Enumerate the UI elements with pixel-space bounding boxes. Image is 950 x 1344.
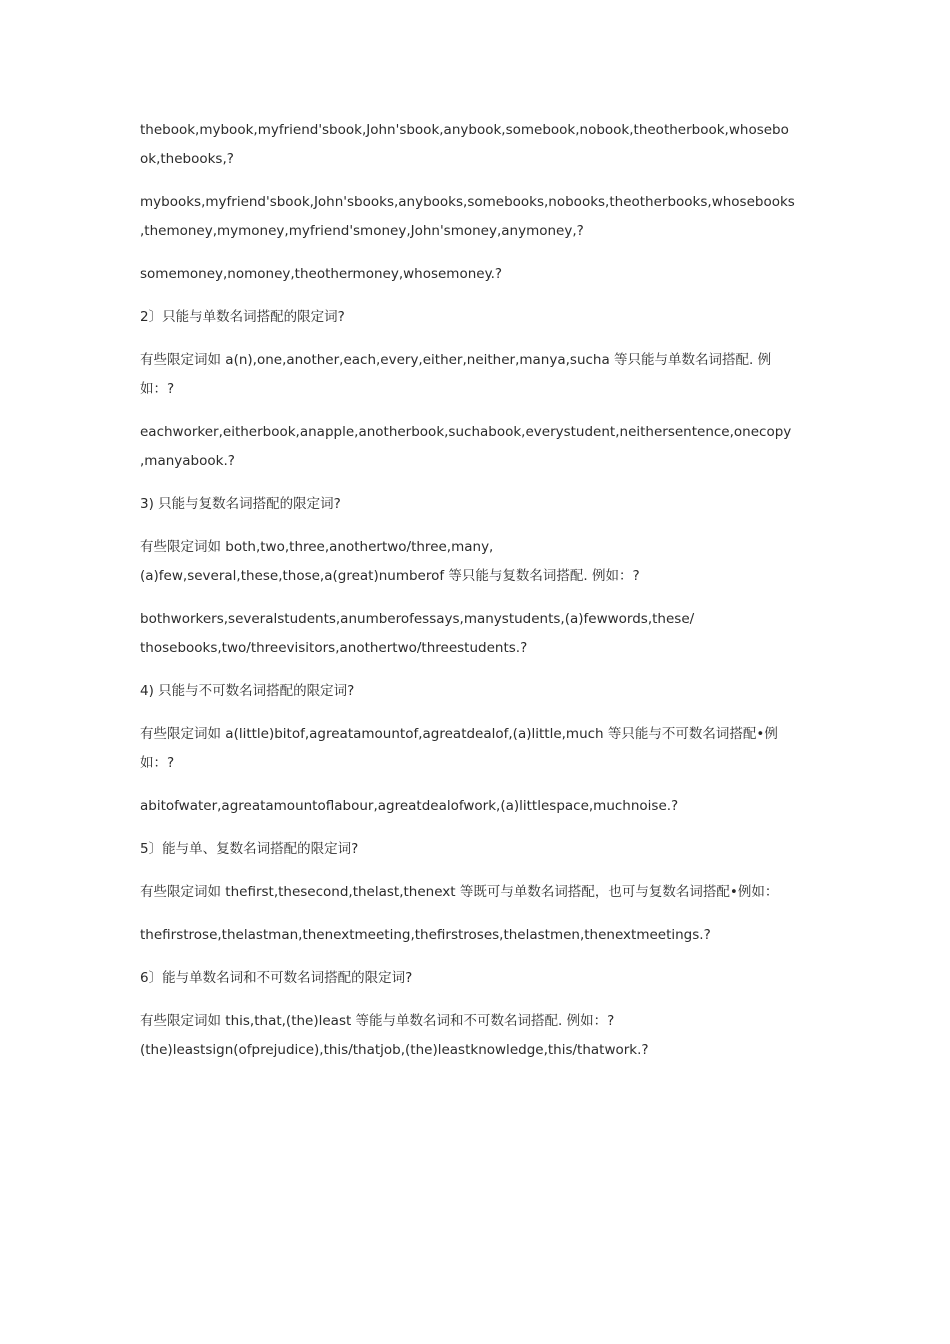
section-heading-2	[140, 303, 820, 332]
text-line: thebook,mybook,myfriend'sbook,John'sbook,anybook,somebook,nobook,theotherbook,whosebo	[140, 122, 789, 138]
paragraph-singular-determiners	[140, 346, 820, 404]
text-line: 6〕能与单数名词和不可数名词搭配的限定词?	[140, 970, 413, 986]
section-heading-4	[140, 677, 820, 706]
document-page	[140, 116, 820, 1079]
text-line: somemoney,nomoney,theothermoney,whosemoney.?	[140, 266, 503, 282]
text-line: 有些限定词如 thefirst,thesecond,thelast,thenext 等既可与单数名词搭配，也可与复数名词搭配•例如：	[140, 884, 779, 900]
text-line: 2〕只能与单数名词搭配的限定词?	[140, 309, 345, 325]
text-line: 有些限定词如 this,that,(the)least 等能与单数名词和不可数名词搭配. 例如：?	[140, 1013, 615, 1029]
text-line: 4) 只能与不可数名词搭配的限定词?	[140, 683, 355, 699]
text-line: (a)few,several,these,those,a(great)numberof 等只能与复数名词搭配. 例如：?	[140, 568, 640, 584]
text-line: ,themoney,mymoney,myfriend'smoney,John'smoney,anymoney,?	[140, 223, 584, 239]
paragraph-examples-singular-books	[140, 116, 820, 174]
section-heading-5	[140, 835, 820, 864]
text-line: eachworker,eitherbook,anapple,anotherbook,suchabook,everystudent,neithersentence,onecopy	[140, 424, 792, 440]
paragraph-singular-examples	[140, 418, 820, 476]
text-line: 3) 只能与复数名词搭配的限定词?	[140, 496, 341, 512]
text-line: ,manyabook.?	[140, 453, 235, 469]
section-heading-6	[140, 964, 820, 993]
text-line: 有些限定词如 a(n),one,another,each,every,either,neither,manya,sucha 等只能与单数名词搭配. 例	[140, 352, 772, 368]
paragraph-singular-plural-determiners	[140, 878, 820, 907]
paragraph-uncountable-examples	[140, 792, 820, 821]
paragraph-singular-uncountable-determiners	[140, 1007, 820, 1065]
paragraph-examples-money	[140, 260, 820, 289]
text-line: thosebooks,two/threevisitors,anothertwo/threestudents.?	[140, 640, 528, 656]
paragraph-examples-plural-books	[140, 188, 820, 246]
paragraph-plural-examples	[140, 605, 820, 663]
paragraph-uncountable-determiners	[140, 720, 820, 778]
text-line: 5〕能与单、复数名词搭配的限定词?	[140, 841, 359, 857]
text-line: 如：?	[140, 755, 175, 771]
section-heading-3	[140, 490, 820, 519]
text-line: abitofwater,agreatamountoflabour,agreatdealofwork,(a)littlespace,muchnoise.?	[140, 798, 679, 814]
text-line: ok,thebooks,?	[140, 151, 234, 167]
text-line: (the)leastsign(ofprejudice),this/thatjob,(the)leastknowledge,this/thatwork.?	[140, 1042, 649, 1058]
text-line: mybooks,myfriend'sbook,John'sbooks,anybooks,somebooks,nobooks,theotherbooks,whosebooks	[140, 194, 795, 210]
text-line: 有些限定词如 both,two,three,anothertwo/three,many,	[140, 539, 494, 555]
text-line: 如：?	[140, 381, 175, 397]
paragraph-singular-plural-examples	[140, 921, 820, 950]
text-line: thefirstrose,thelastman,thenextmeeting,thefirstroses,thelastmen,thenextmeetings.?	[140, 927, 711, 943]
text-line: bothworkers,severalstudents,anumberofessays,manystudents,(a)fewwords,these/	[140, 611, 695, 627]
text-line: 有些限定词如 a(little)bitof,agreatamountof,agreatdealof,(a)little,much 等只能与不可数名词搭配•例	[140, 726, 778, 742]
paragraph-plural-determiners	[140, 533, 820, 591]
